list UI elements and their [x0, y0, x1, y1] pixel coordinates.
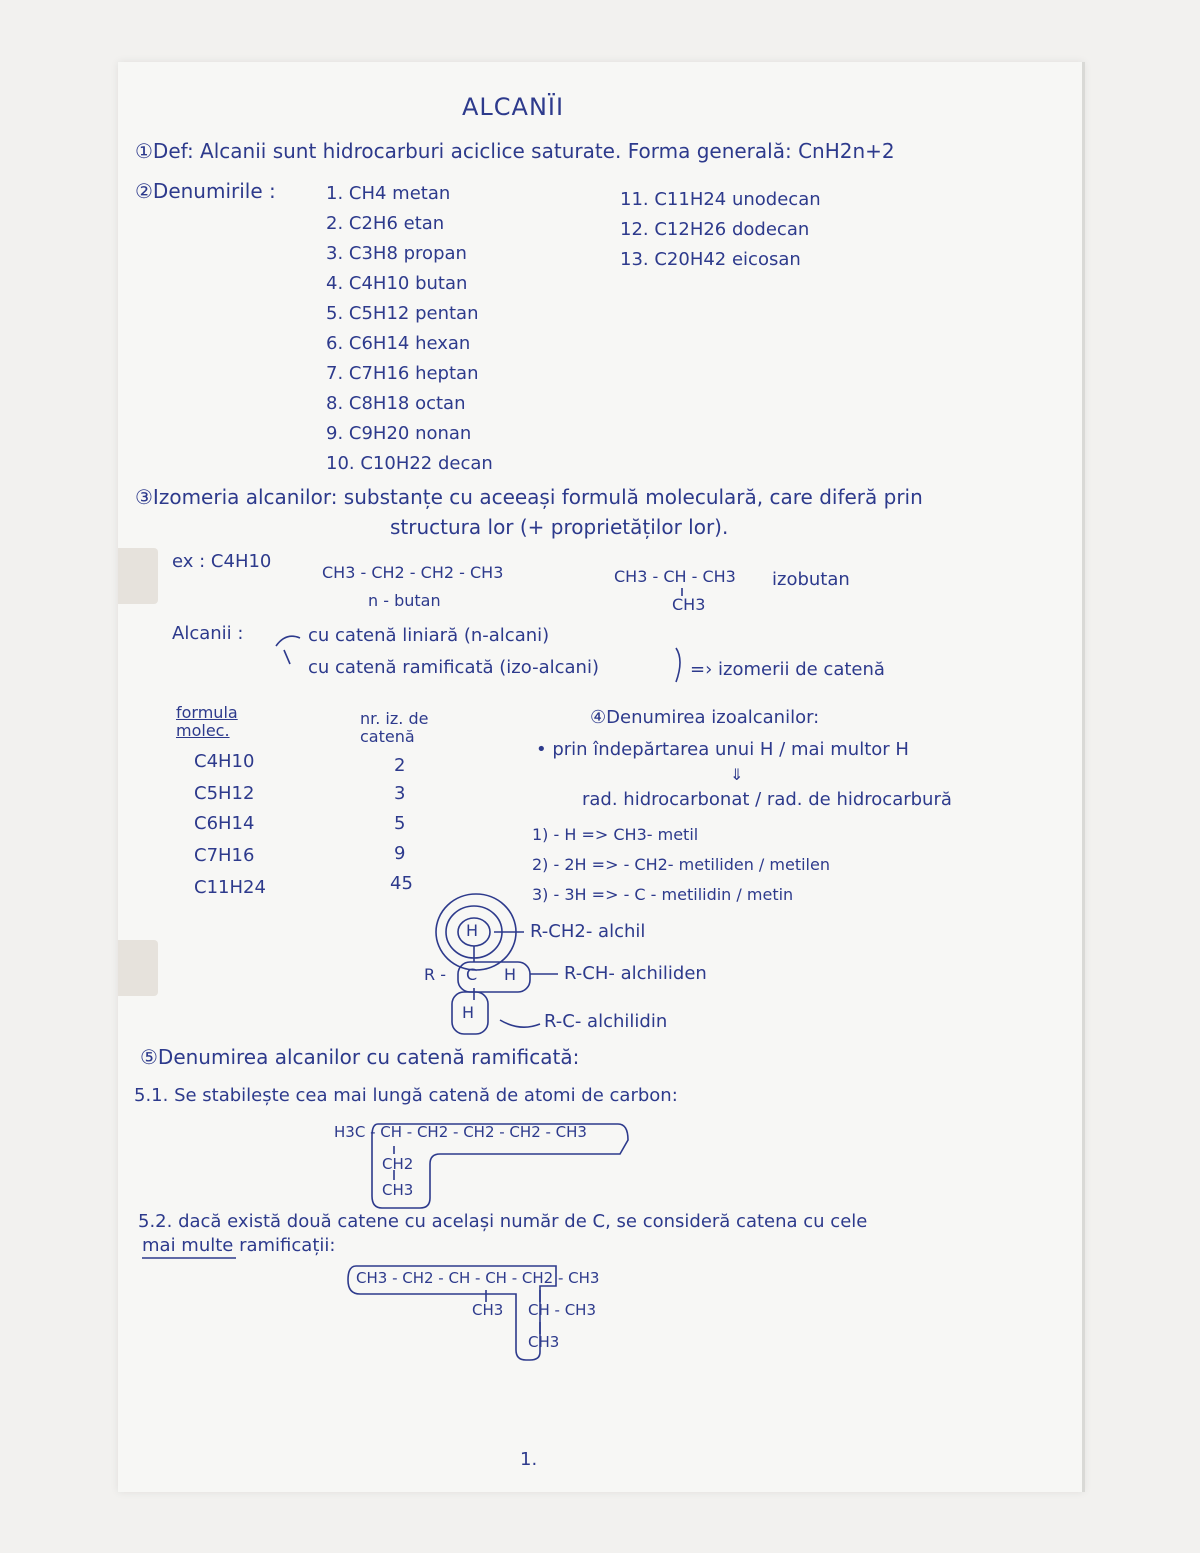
rule-5-2-branch-3: CH3	[528, 1333, 560, 1351]
diagram-h-top: H	[466, 921, 479, 940]
chain-isomers: =› izomerii de catenă	[690, 659, 885, 680]
alkane-name-5: 5. C5H12 pentan	[326, 303, 479, 324]
alkane-name-8: 8. C8H18 octan	[326, 393, 466, 414]
alkane-name-7: 7. C7H16 heptan	[326, 363, 479, 384]
table-count: 9	[394, 843, 406, 864]
table-header-formula: formula molec.	[176, 703, 238, 740]
n-butane-name: n - butan	[368, 591, 441, 610]
rule-5-2-branch-2: CH - CH3	[528, 1301, 596, 1319]
isobutane-name: izobutan	[772, 569, 850, 590]
diagram-h-bottom: H	[462, 1003, 475, 1022]
rule-5-2-branch-1: CH3	[472, 1301, 504, 1319]
table-count: 3	[394, 783, 406, 804]
alkane-name-10: 10. C10H22 decan	[326, 453, 493, 474]
radical-item-2: 2) - 2H => - CH2- metiliden / metilen	[532, 855, 830, 874]
alkane-name-12: 12. C12H26 dodecan	[620, 219, 810, 240]
isobutane-formula: CH3 - CH - CH3	[614, 567, 736, 586]
rule-5-1: 5.1. Se stabilește cea mai lungă catenă de atomi de carbon:	[134, 1085, 678, 1106]
radical-definition: rad. hidrocarbonat / rad. de hidrocarbură	[582, 789, 952, 810]
arrow-3	[500, 1020, 540, 1027]
table-formula: C4H10	[194, 751, 255, 772]
diagram-r: R -	[424, 965, 446, 984]
names-label: ②Denumirile :	[135, 179, 276, 203]
radical-item-1: 1) - H => CH3- metil	[532, 825, 699, 844]
n-butane-formula: CH3 - CH2 - CH2 - CH3	[322, 563, 504, 582]
alkane-name-6: 6. C6H14 hexan	[326, 333, 471, 354]
rule-5-2-line-1: 5.2. dacă există două catene cu același număr de C, se consideră catena cu cele	[138, 1211, 868, 1232]
table-formula: C5H12	[194, 783, 255, 804]
branched-chain: cu catenă ramificată (izo-alcani)	[308, 657, 599, 678]
example-label: ex : C4H10	[172, 551, 272, 572]
isomerism-line-2: structura lor (+ proprietăților lor).	[390, 515, 729, 539]
table-count: 5	[394, 813, 406, 834]
linear-chain: cu catenă liniară (n-alcani)	[308, 625, 550, 646]
alkylidene-radical: R-CH- alchiliden	[564, 963, 707, 984]
rule-5-1-chain: H3C - CH - CH2 - CH2 - CH2 - CH3	[334, 1123, 587, 1141]
alkane-name-1: 1. CH4 metan	[326, 183, 451, 204]
izoalkane-naming-title: ④Denumirea izoalcanilor:	[590, 707, 820, 728]
alkane-name-13: 13. C20H42 eicosan	[620, 249, 801, 270]
rule-5-1-branch-1: CH2	[382, 1155, 414, 1173]
alkyl-radical: R-CH2- alchil	[530, 921, 646, 942]
removal-bullet: • prin îndepărtarea unui H / mai multor H	[536, 739, 909, 760]
alkane-name-9: 9. C9H20 nonan	[326, 423, 472, 444]
alkanes-label: Alcanii :	[172, 623, 244, 644]
branched-naming-title: ⑤Denumirea alcanilor cu catenă ramificată:	[140, 1045, 580, 1069]
alkane-name-2: 2. C2H6 etan	[326, 213, 445, 234]
rule-5-2-chain: CH3 - CH2 - CH - CH - CH2 - CH3	[356, 1269, 600, 1287]
rule-5-1-branch-2: CH3	[382, 1181, 414, 1199]
diagram-c: C	[466, 965, 478, 984]
isobutane-branch: CH3	[672, 595, 706, 614]
page-number: 1.	[520, 1449, 538, 1470]
diagram-h-mid: H	[504, 965, 517, 984]
rule-5-2-line-2: mai multe ramificații:	[142, 1235, 336, 1256]
table-formula: C11H24	[194, 877, 266, 898]
isomerism-line-1: ③Izomeria alcanilor: substanțe cu aceeași formulă moleculară, care diferă prin	[135, 485, 923, 509]
table-formula: C7H16	[194, 845, 255, 866]
table-header-count: nr. iz. de catenă	[360, 709, 429, 746]
down-arrow: ⇓	[730, 765, 744, 784]
alkane-name-11: 11. C11H24 unodecan	[620, 189, 821, 210]
page-title: ALCANÏI	[462, 93, 565, 121]
alkane-name-4: 4. C4H10 butan	[326, 273, 468, 294]
alkylidyne-radical: R-C- alchilidin	[544, 1011, 668, 1032]
alkane-name-3: 3. C3H8 propan	[326, 243, 467, 264]
definition-line: ①Def: Alcanii sunt hidrocarburi aciclice saturate. Forma generală: CnH2n+2	[135, 139, 895, 163]
radical-item-3: 3) - 3H => - C - metilidin / metin	[532, 885, 794, 904]
table-count: 45	[390, 873, 413, 894]
table-formula: C6H14	[194, 813, 255, 834]
table-count: 2	[394, 755, 406, 776]
